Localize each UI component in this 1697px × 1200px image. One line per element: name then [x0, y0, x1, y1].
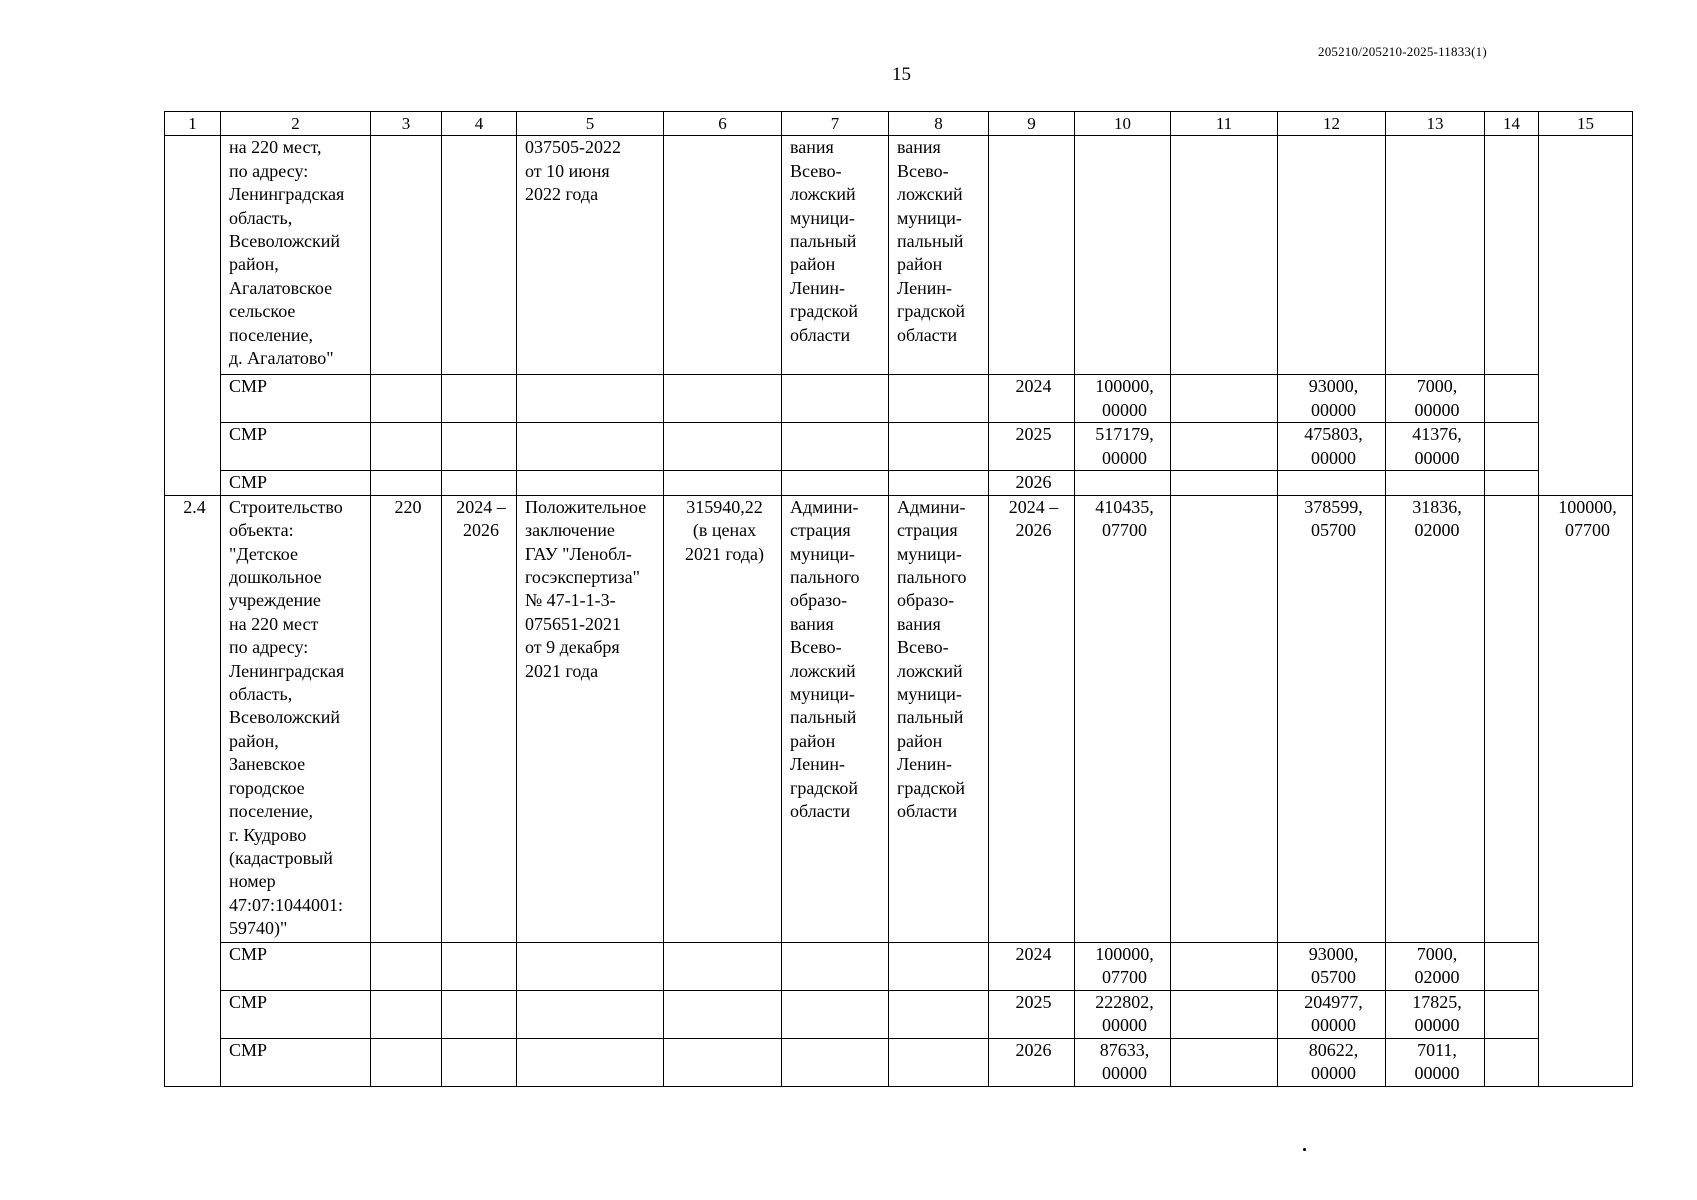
- cell-subitem-label: СМР: [221, 942, 371, 990]
- page-number: 15: [892, 64, 911, 85]
- cell-empty: [517, 990, 664, 1038]
- cell-empty: [664, 942, 782, 990]
- cell-local: 7000, 00000: [1386, 375, 1485, 423]
- cell-empty: [1171, 471, 1278, 495]
- cell-empty: [664, 471, 782, 495]
- cell-empty: [782, 423, 889, 471]
- cell-object-name: Строительство объекта: "Детское дошкольное учреждение на 220 мест по адресу: Ленинградская область, Всеволожский район, Заневское городское поселение, г. Кудрово (кадастровый номер 47:07:1044001: 59740)": [221, 495, 371, 942]
- cell-regional: 475803, 00000: [1278, 423, 1386, 471]
- cell-empty: [442, 942, 517, 990]
- cell-total: 87633, 00000: [1075, 1038, 1171, 1086]
- col-num: 9: [989, 112, 1075, 136]
- cell-col15: [1539, 136, 1633, 495]
- col-num: 10: [1075, 112, 1171, 136]
- cell-total: [1075, 471, 1171, 495]
- col-num: 13: [1386, 112, 1485, 136]
- cell-year: 2024: [989, 375, 1075, 423]
- col-num: 6: [664, 112, 782, 136]
- cell-empty: [517, 423, 664, 471]
- cell-empty: [782, 990, 889, 1038]
- cell-empty: [664, 423, 782, 471]
- cell-year: 2026: [989, 1038, 1075, 1086]
- cell-local: 17825, 00000: [1386, 990, 1485, 1038]
- col-num: 3: [371, 112, 442, 136]
- cell-subitem-label: СМР: [221, 990, 371, 1038]
- cell-regional: [1278, 136, 1386, 375]
- cell-developer: Админи- страция муници- пального образо- вания Всево- ложский муници- пальный район Ленин- градской области: [889, 495, 989, 942]
- cell-federal: [1171, 136, 1278, 375]
- cell-empty: [442, 375, 517, 423]
- col-num: 5: [517, 112, 664, 136]
- col-num: 7: [782, 112, 889, 136]
- cell-empty: [889, 423, 989, 471]
- cell-regional: 204977, 00000: [1278, 990, 1386, 1038]
- cell-total: [1075, 136, 1171, 375]
- cell-empty: [442, 423, 517, 471]
- cell-col15: 100000, 07700: [1539, 495, 1633, 1086]
- cell-empty: [371, 990, 442, 1038]
- cell-empty: [782, 1038, 889, 1086]
- table-row-subitem: [165, 471, 1633, 495]
- cell-empty: [782, 942, 889, 990]
- cell-empty: [1485, 1038, 1539, 1086]
- cell-other: [1485, 495, 1539, 942]
- cell-empty: [889, 1038, 989, 1086]
- cell-customer: Админи- страция муници- пального образо- вания Всево- ложский муници- пальный район Ленин- градской области: [782, 495, 889, 942]
- scan-speck: [1303, 1148, 1306, 1151]
- col-num: 4: [442, 112, 517, 136]
- document-id: 205210/205210-2025-11833(1): [1318, 44, 1487, 59]
- cell-object-name: на 220 мест, по адресу: Ленинградская область, Всеволожский район, Агалатовское сельское поселение, д. Агалатово": [221, 136, 371, 375]
- cell-empty: [664, 990, 782, 1038]
- cell-cost: [664, 136, 782, 375]
- cell-empty: [371, 423, 442, 471]
- col-num: 14: [1485, 112, 1539, 136]
- cell-empty: [1485, 942, 1539, 990]
- col-num: 2: [221, 112, 371, 136]
- cell-empty: [371, 375, 442, 423]
- cell-empty: [889, 375, 989, 423]
- cell-empty: [442, 1038, 517, 1086]
- cell-empty: [1171, 942, 1278, 990]
- cell-empty: [1485, 990, 1539, 1038]
- cell-total: 222802, 00000: [1075, 990, 1171, 1038]
- col-num: 11: [1171, 112, 1278, 136]
- cell-period: 2024 – 2026: [442, 495, 517, 942]
- cell-total: 100000, 07700: [1075, 942, 1171, 990]
- cell-other: [1485, 136, 1539, 375]
- cell-empty: [1171, 990, 1278, 1038]
- col-num: 1: [165, 112, 221, 136]
- cell-empty: [517, 471, 664, 495]
- cell-years: [989, 136, 1075, 375]
- cell-year: 2026: [989, 471, 1075, 495]
- cell-local: [1386, 471, 1485, 495]
- cell-subitem-label: СМР: [221, 1038, 371, 1086]
- table-row-item: [165, 495, 1633, 942]
- cell-empty: [889, 942, 989, 990]
- cell-federal: [1171, 495, 1278, 942]
- cell-total: 410435, 07700: [1075, 495, 1171, 942]
- table-row-subitem: [165, 1038, 1633, 1086]
- cell-empty: [1171, 1038, 1278, 1086]
- cell-total: 100000, 00000: [1075, 375, 1171, 423]
- cell-empty: [1485, 471, 1539, 495]
- cell-capacity: [371, 136, 442, 375]
- table-row-subitem: [165, 423, 1633, 471]
- cell-empty: [517, 942, 664, 990]
- cell-regional: 80622, 00000: [1278, 1038, 1386, 1086]
- column-number-row: [165, 112, 1633, 136]
- cell-capacity: 220: [371, 495, 442, 942]
- cell-expertise: 037505-2022 от 10 июня 2022 года: [517, 136, 664, 375]
- cell-empty: [442, 471, 517, 495]
- cell-empty: [517, 1038, 664, 1086]
- cell-empty: [664, 1038, 782, 1086]
- cell-subitem-label: СМР: [221, 423, 371, 471]
- cell-local: 31836, 02000: [1386, 495, 1485, 942]
- cell-empty: [371, 942, 442, 990]
- table-row-continuation: [165, 136, 1633, 375]
- cell-empty: [1171, 423, 1278, 471]
- cell-developer: вания Всево- ложский муници- пальный район Ленин- градской области: [889, 136, 989, 375]
- cell-empty: [371, 1038, 442, 1086]
- cell-empty: [1171, 375, 1278, 423]
- cell-empty: [371, 471, 442, 495]
- cell-local: 7011, 00000: [1386, 1038, 1485, 1086]
- table-row-subitem: [165, 990, 1633, 1038]
- program-table: [164, 111, 1633, 1087]
- cell-empty: [782, 471, 889, 495]
- col-num: 8: [889, 112, 989, 136]
- cell-empty: [442, 990, 517, 1038]
- cell-empty: [782, 375, 889, 423]
- cell-expertise: Положительное заключение ГАУ "Ленобл- госэкспертиза" № 47-1-1-3- 075651-2021 от 9 декабря 2021 года: [517, 495, 664, 942]
- cell-empty: [889, 990, 989, 1038]
- cell-subitem-label: СМР: [221, 471, 371, 495]
- col-num: 15: [1539, 112, 1633, 136]
- cell-item-number: 2.4: [165, 495, 221, 1086]
- col-num: 12: [1278, 112, 1386, 136]
- cell-year: 2024: [989, 942, 1075, 990]
- cell-regional: [1278, 471, 1386, 495]
- cell-regional: 93000, 00000: [1278, 375, 1386, 423]
- cell-empty: [664, 375, 782, 423]
- cell-empty: [1485, 423, 1539, 471]
- cell-customer: вания Всево- ложский муници- пальный район Ленин- градской области: [782, 136, 889, 375]
- cell-year: 2025: [989, 423, 1075, 471]
- table-row-subitem: [165, 942, 1633, 990]
- table-row-subitem: [165, 375, 1633, 423]
- cell-empty: [889, 471, 989, 495]
- cell-local: [1386, 136, 1485, 375]
- cell-local: 7000, 02000: [1386, 942, 1485, 990]
- cell-regional: 93000, 05700: [1278, 942, 1386, 990]
- cell-period: [442, 136, 517, 375]
- cell-local: 41376, 00000: [1386, 423, 1485, 471]
- cell-subitem-label: СМР: [221, 375, 371, 423]
- cell-total: 517179, 00000: [1075, 423, 1171, 471]
- cell-empty: [1485, 375, 1539, 423]
- cell-empty: [517, 375, 664, 423]
- cell-regional: 378599, 05700: [1278, 495, 1386, 942]
- cell-year: 2025: [989, 990, 1075, 1038]
- cell-cost: 315940,22 (в ценах 2021 года): [664, 495, 782, 942]
- cell-years: 2024 – 2026: [989, 495, 1075, 942]
- cell-item-number: [165, 136, 221, 495]
